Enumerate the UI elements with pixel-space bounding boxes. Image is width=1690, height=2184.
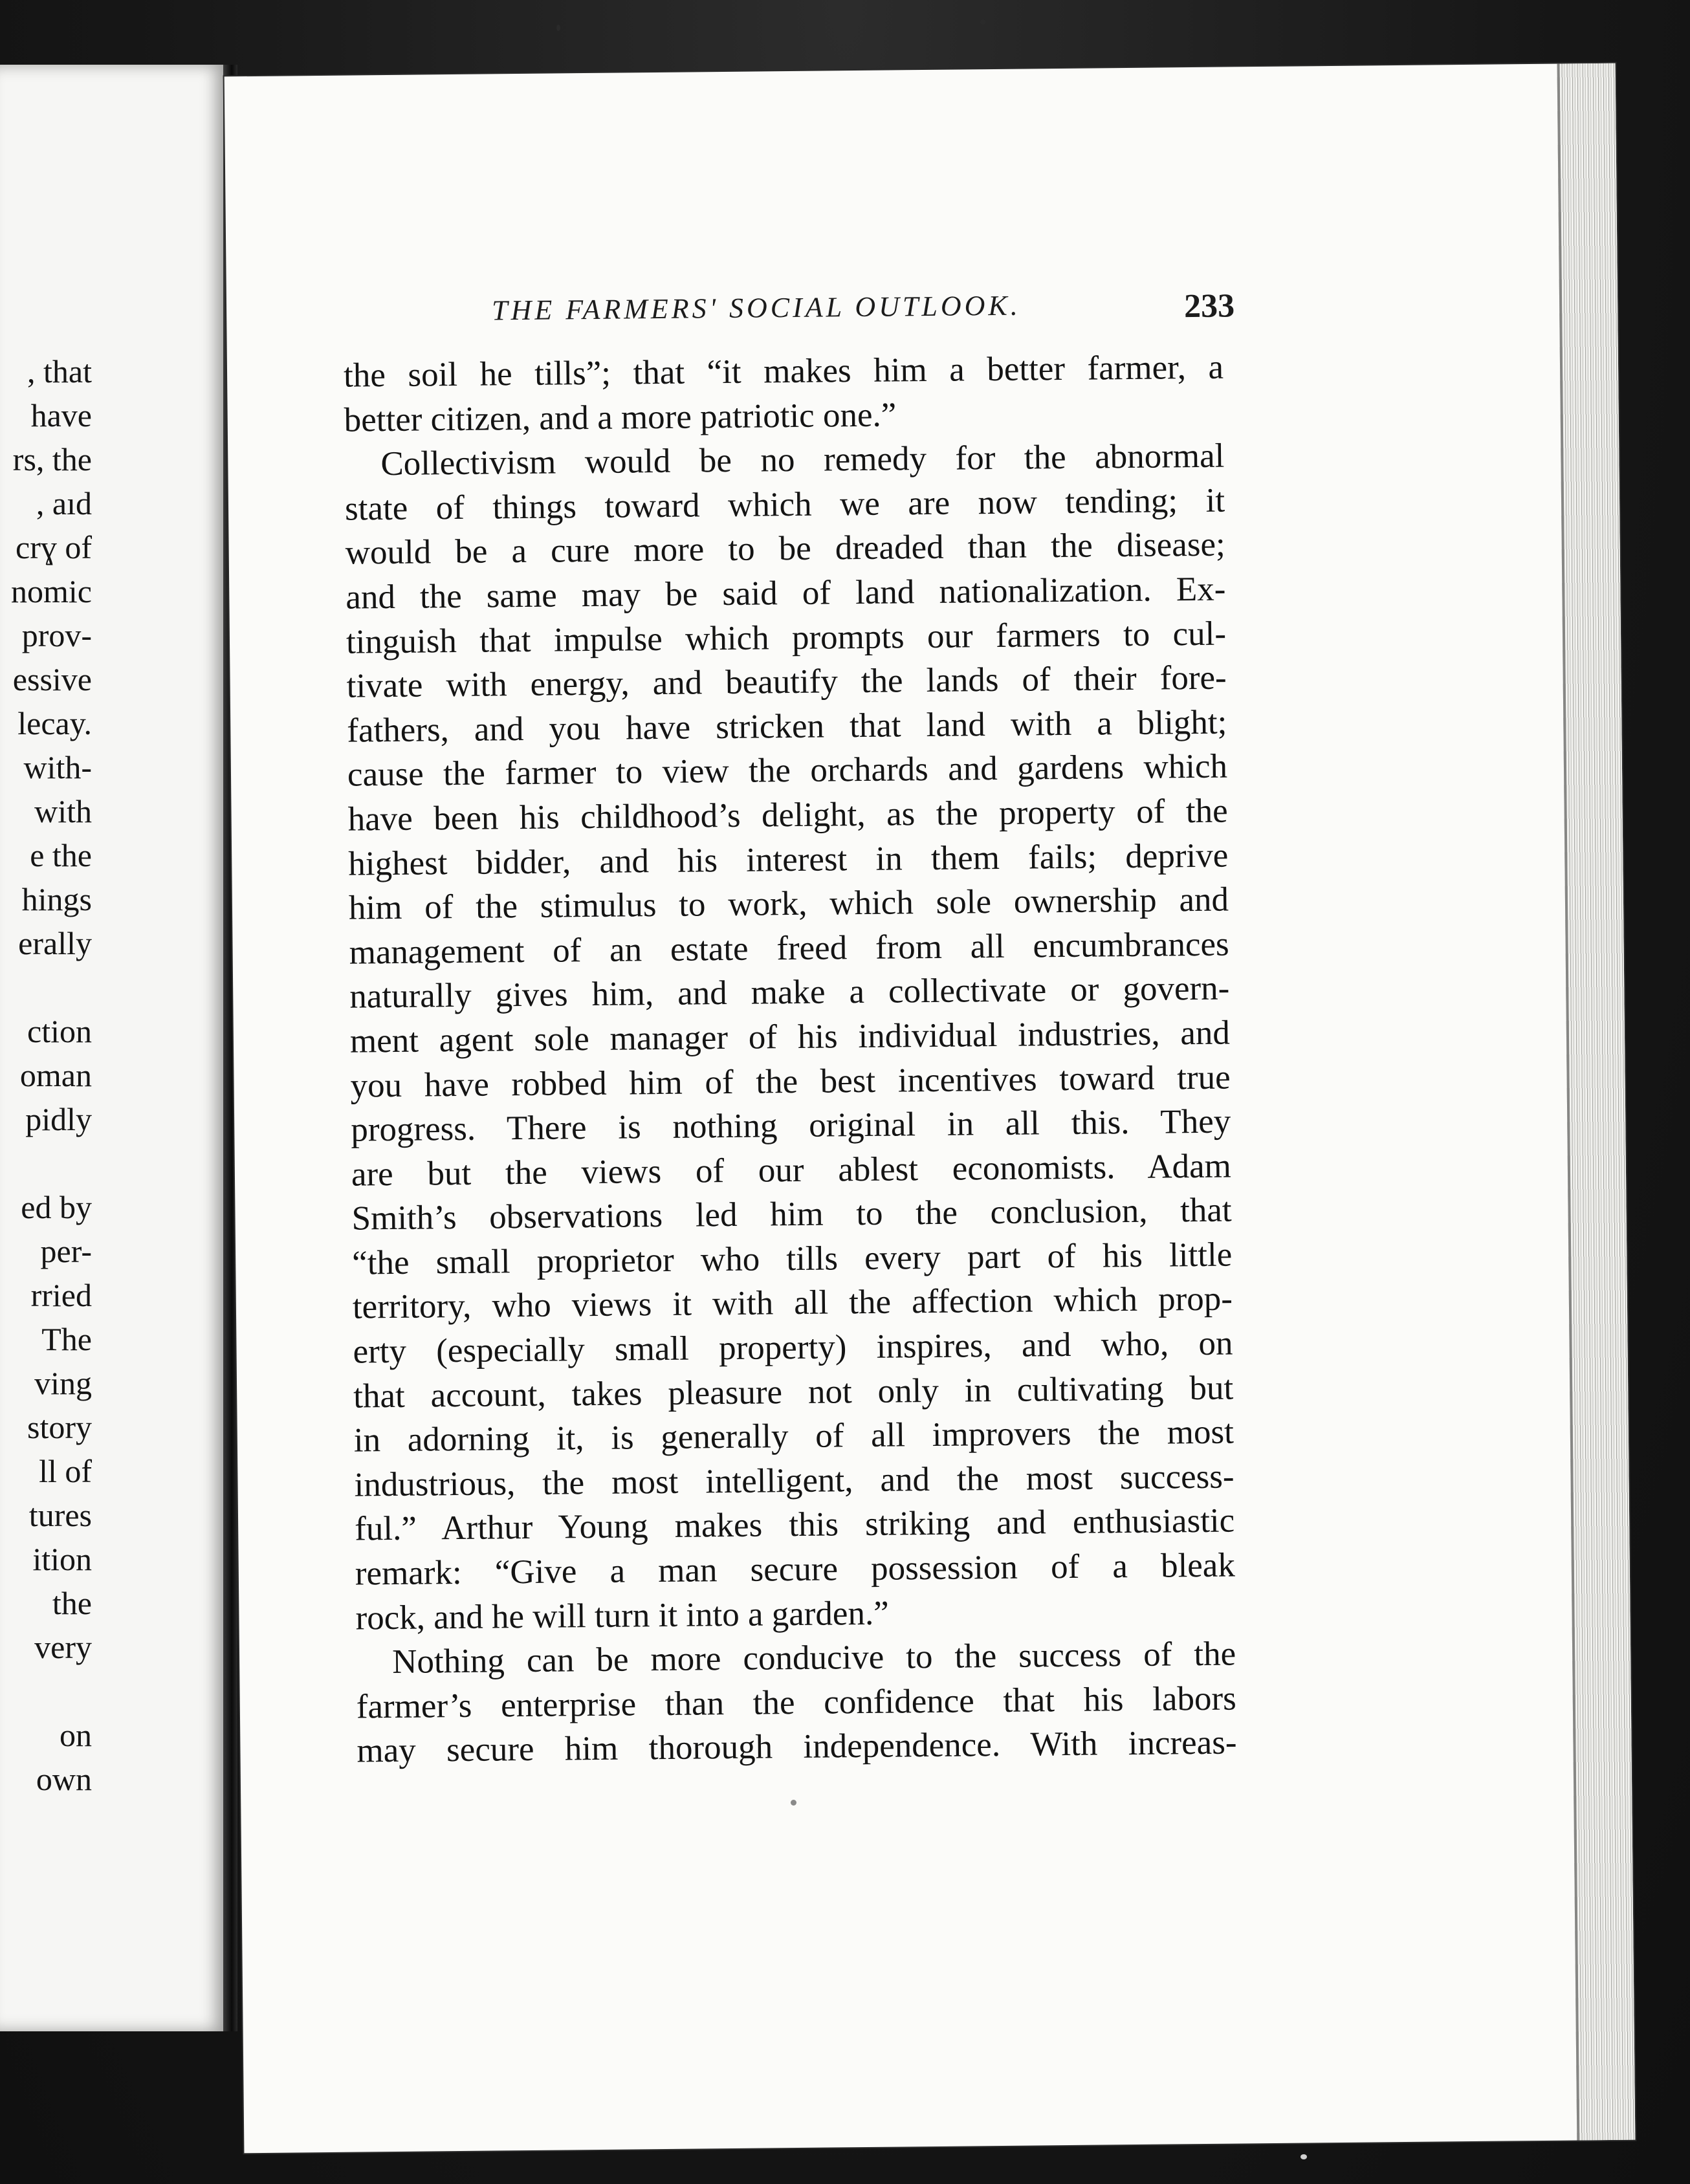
paragraph-2	[344, 434, 1236, 1641]
text-line: progress. There is nothing original in all this. They	[351, 1102, 1231, 1149]
left-page-fragment: The	[41, 1321, 92, 1357]
text-line: him of the stimulus to work, which sole ownership and	[348, 880, 1229, 927]
body-text	[344, 345, 1237, 1774]
running-head-title: THE FARMERS' SOCIAL OUTLOOK.	[491, 289, 1021, 327]
left-page-fragment: ll of	[39, 1453, 92, 1489]
left-page-fragment: erally	[18, 925, 92, 961]
left-page-fragment: ition	[32, 1541, 92, 1577]
scan-speck	[980, 19, 985, 25]
left-page-fragment: story	[27, 1409, 92, 1445]
text-line: farmer’s enterprise than the confidence that his labors	[356, 1679, 1237, 1726]
text-line: ment agent sole manager of his individual industries, and	[349, 1014, 1231, 1060]
text-line: remark: “Give a man secure possession of a bleak	[355, 1546, 1236, 1593]
left-page-fragment	[0, 1141, 92, 1185]
text-line: that account, takes pleasure not only in cultivating but	[353, 1369, 1234, 1415]
left-page-fragment: , that	[27, 353, 92, 389]
left-page-fragment: essive	[12, 661, 92, 697]
text-line: “the small proprietor who tills every part of his little	[351, 1236, 1233, 1282]
left-page-fragment: lecay.	[17, 705, 92, 741]
left-page-fragment: crɣ of	[16, 529, 92, 565]
text-line: rock, and he will turn it into a garden.”	[355, 1594, 889, 1637]
text-line: ful.” Arthur Young makes this striking and enthusiastic	[354, 1502, 1235, 1548]
left-page-fragment: tures	[28, 1497, 92, 1533]
left-page-fragment: have	[30, 397, 92, 433]
scan-speck	[1300, 2154, 1307, 2159]
text-line: better citizen, and a more patriotic one.”	[344, 396, 897, 439]
left-page-fragment: with-	[23, 749, 92, 785]
text-line: highest bidder, and his interest in them fails; deprive	[348, 836, 1229, 883]
left-page-fragment: ving	[34, 1365, 92, 1401]
text-line: erty (especially small property) inspires, and who, on	[353, 1324, 1233, 1371]
text-line: in adorning it, is generally of all improvers the most	[353, 1413, 1235, 1459]
text-line: state of things toward which we are now tending; it	[344, 481, 1225, 528]
text-line: the soil he tills”; that “it makes him a better farmer, a	[343, 348, 1224, 395]
page-number: 233	[1183, 287, 1235, 325]
left-page-fragment: per-	[40, 1233, 92, 1269]
scan-speck	[791, 1800, 796, 1806]
text-line: industrious, the most intelligent, and the most success-	[354, 1458, 1235, 1504]
text-line: cause the farmer to view the orchards and gardens which	[347, 747, 1228, 794]
text-line: Smith’s observations led him to the conclusion, that	[351, 1191, 1232, 1238]
text-line: tivate with energy, and beautify the lands of their fore-	[346, 659, 1227, 705]
main-page	[225, 63, 1636, 2153]
left-page-fragment: on	[60, 1717, 92, 1753]
left-page-fragment	[0, 965, 92, 1009]
left-facing-page	[0, 65, 228, 2031]
left-page-fragment: pidly	[25, 1101, 92, 1137]
text-line: you have robbed him of the best incentives toward true	[350, 1058, 1231, 1105]
text-line: management of an estate freed from all encumbrances	[349, 925, 1229, 972]
text-line: have been his childhood’s delight, as the property of the	[347, 792, 1228, 838]
scan-speck	[556, 25, 560, 31]
text-line: may secure him thorough independence. With increas-	[357, 1723, 1237, 1770]
left-page-text-fragments	[0, 349, 92, 1801]
paragraph-1	[344, 345, 1224, 442]
text-line: Nothing can be more conducive to the success of the	[391, 1635, 1236, 1681]
text-line: territory, who views it with all the affection which prop-	[352, 1280, 1233, 1327]
left-page-fragment: rs, the	[12, 441, 92, 477]
left-page-fragment: ction	[27, 1013, 92, 1049]
left-page-fragment: ed by	[21, 1189, 92, 1225]
left-page-fragment: own	[36, 1761, 92, 1797]
left-page-fragment: nomic	[11, 573, 92, 609]
left-page-fragment: rried	[30, 1277, 92, 1313]
left-page-fragment: prov-	[21, 617, 92, 653]
text-line: fathers, and you have stricken that land with a blight;	[347, 703, 1227, 750]
text-line: and the same may be said of land nationalization. Ex-	[346, 570, 1226, 617]
left-page-fragment: hings	[21, 881, 92, 917]
left-page-fragment: , aıd	[36, 485, 92, 521]
text-line: naturally gives him, and make a collectivate or govern-	[349, 969, 1230, 1016]
left-page-fragment: the	[52, 1585, 92, 1621]
left-page-fragment: e the	[30, 837, 92, 873]
text-line: would be a cure more to be dreaded than the disease;	[345, 525, 1225, 573]
left-page-fragment: very	[34, 1629, 92, 1665]
left-page-fragment: with	[34, 793, 92, 829]
left-page-fragment	[0, 1669, 92, 1713]
text-line: tinguish that impulse which prompts our farmers to cul-	[346, 615, 1227, 661]
left-page-fragment: oman	[19, 1057, 92, 1093]
text-line: Collectivism would be no remedy for the abnormal	[380, 437, 1225, 483]
paragraph-3	[356, 1632, 1237, 1774]
text-line: are but the views of our ablest economists. Adam	[351, 1147, 1232, 1194]
